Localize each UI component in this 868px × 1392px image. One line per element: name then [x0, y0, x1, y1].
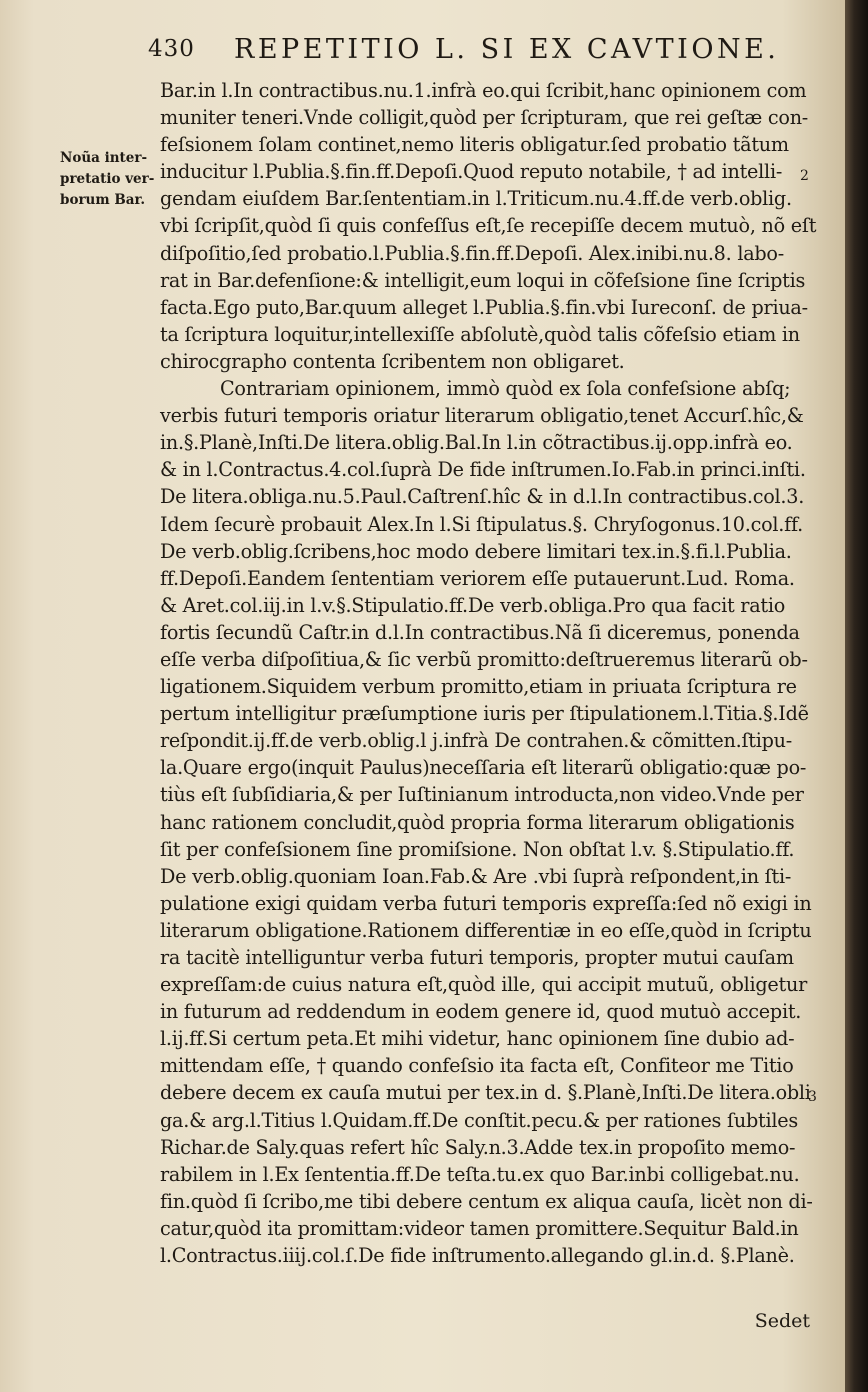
text-line: expreſſam:de cuius natura eſt,quòd ille, qui accipit mutuũ, obligetur: [160, 973, 808, 997]
text-line: mittendam eſſe, † quando confeſsio ita facta eſt, Confiteor me Titio: [160, 1054, 794, 1078]
text-line: & Aret.col.iij.in l.v.§.Stipulatio.ff.De verb.obliga.Pro qua facit ratio: [160, 593, 786, 617]
text-line: Richar.de Saly.quas refert hîc Saly.n.3.Adde tex.in propoſito memo-: [160, 1135, 796, 1159]
text-line: Contrariam opinionem, immò quòd ex ſola confeſsione abſq;: [220, 377, 791, 401]
margin-number: 3: [808, 1089, 817, 1105]
text-line: chirocgrapho contenta ſcribentem non obligaret.: [160, 349, 625, 373]
running-title: REPETITIO L. SI EX CAVTIONE.: [234, 34, 780, 65]
text-line: diſpoſitio,ſed probatio.l.Publia.§.fin.ff.Depoſi. Alex.inibi.nu.8. labo-: [160, 241, 784, 265]
catchword: Sedet: [754, 1310, 810, 1332]
text-line: De litera.obliga.nu.5.Paul.Caſtrenſ.hîc & in d.l.In contractibus.col.3.: [160, 485, 805, 509]
text-line: l.Contractus.iiij.col.ſ.De fide inſtrumento.allegando gl.in.d. §.Planè.: [160, 1244, 795, 1268]
text-line: Idem ſecurè probauit Alex.In l.Si ſtipulatus.§. Chryſogonus.10.col.ff.: [160, 512, 803, 536]
running-header: [148, 34, 848, 74]
text-line: pulatione exigi quidam verba futuri temporis expreſſa:ſed nõ exigi in: [160, 891, 812, 915]
text-line: ta ſcriptura loquitur,intellexiſſe abſolutè,quòd talis cõfeſsio etiam in: [160, 322, 800, 346]
text-line: l.ij.ff.Si certum peta.Et mihi videtur, hanc opinionem ſine dubio ad-: [160, 1027, 795, 1051]
text-line: ga.& arg.l.Titius l.Quidam.ff.De conſtit.pecu.& per rationes ſubtiles: [160, 1108, 798, 1132]
margin-note-line: Noũa inter-: [60, 150, 148, 166]
margin-note-line: borum Bar.: [60, 192, 146, 208]
text-line: in futurum ad reddendum in eodem genere id, quod mutuò accepit.: [160, 1000, 802, 1024]
text-line: literarum obligatione.Rationem differentiæ in eo eſſe,quòd in ſcriptu: [160, 918, 812, 942]
text-line: eſſe verba diſpoſitiua,& ſic verbũ promitto:deſtrueremus literarũ ob-: [160, 647, 808, 671]
body-text: [160, 77, 826, 1269]
text-line: ligationem.Siquidem verbum promitto,etiam in priuata ſcriptura re: [160, 675, 797, 699]
text-line: rat in Bar.defenſione:& intelligit,eum loqui in cõfeſsione ſine ſcriptis: [160, 268, 806, 292]
text-line: feſsionem ſolam continet,nemo literis obligatur.ſed probatio tãtum: [160, 133, 789, 157]
text-line: De verb.oblig.ſcribens,hoc modo debere limitari tex.in.§.fi.l.Publia.: [160, 539, 792, 563]
text-line: rabilem in l.Ex ſententia.ff.De teſta.tu.ex quo Bar.inbi colligebat.nu.: [160, 1162, 800, 1186]
text-line: muniter teneri.Vnde colligit,quòd per ſcripturam, que rei geſtæ con-: [160, 106, 809, 130]
text-line: gendam eiuſdem Bar.ſententiam.in l.Triticum.nu.4.ff.de verb.oblig.: [160, 187, 792, 211]
text-line: inducitur l.Publia.§.fin.ff.Depoſi.Quod reputo notabile, † ad intelli-: [160, 160, 783, 184]
text-line: reſpondit.ij.ff.de verb.oblig.l j.infrà De contrahen.& cõmitten.ſtipu-: [160, 729, 793, 753]
text-line: pertum intelligitur præſumptione iuris per ſtipulationem.l.Titia.§.Idẽ: [160, 702, 809, 726]
text-line: verbis futuri temporis oriatur literarum obligatio,tenet Accurſ.hîc,&: [160, 404, 804, 428]
text-line: De verb.oblig.quoniam Ioan.Fab.& Are .vbi ſuprà reſpondent,in ſti-: [160, 864, 792, 888]
text-line: ff.Depoſi.Eandem ſententiam veriorem eſſe putauerunt.Lud. Roma.: [160, 566, 795, 590]
margin-number: 2: [800, 168, 809, 184]
text-line: & in l.Contractus.4.col.ſuprà De fide inſtrumen.Io.Fab.in princi.inſti.: [160, 458, 806, 482]
text-line: Bar.in l.In contractibus.nu.1.infrà eo.qui ſcribit,hanc opinionem com: [160, 79, 807, 102]
text-line: ra tacitè intelliguntur verba futuri temporis, propter mutui cauſam: [160, 946, 794, 969]
book-spine-shadow: [845, 0, 868, 1392]
text-line: catur,quòd ita promittam:videor tamen promittere.Sequitur Bald.in: [160, 1216, 799, 1240]
text-line: fin.quòd ſi ſcribo,me tibi debere centum ex aliqua cauſa, licèt non di-: [160, 1189, 813, 1213]
text-line: in.§.Planè,Inſti.De litera.oblig.Bal.In l.in cõtractibus.ij.opp.infrà eo.: [160, 431, 793, 455]
text-line: debere decem ex cauſa mutui per tex.in d. §.Planè,Inſti.De litera.obli: [160, 1081, 811, 1105]
text-line: facta.Ego puto,Bar.quum alleget l.Publia.§.fin.vbi Iureconſ. de priua-: [160, 295, 808, 319]
text-line: hanc rationem concludit,quòd propria forma literarum obligationis: [160, 810, 795, 834]
text-line: vbi ſcripſit,quòd ſi quis confeſſus eſt,ſe recepiſſe decem mutuò, nõ eſt: [160, 214, 817, 238]
text-line: fortis ſecundũ Caſtr.in d.l.In contractibus.Nã ſi diceremus, ponenda: [160, 620, 800, 644]
margin-note-line: pretatio ver-: [60, 171, 155, 187]
text-line: ſit per confeſsionem ſine promiſsione. Non obſtat l.v. §.Stipulatio.ff.: [160, 837, 795, 861]
margin-note: [60, 148, 155, 211]
text-line: tiùs eſt ſubſidiaria,& per Iuſtinianum introducta,non video.Vnde per: [160, 783, 804, 807]
text-line: la.Quare ergo(inquit Paulus)neceſſaria eſt literarũ obligatio:quæ po-: [160, 756, 807, 780]
page-number: 430: [148, 36, 195, 62]
